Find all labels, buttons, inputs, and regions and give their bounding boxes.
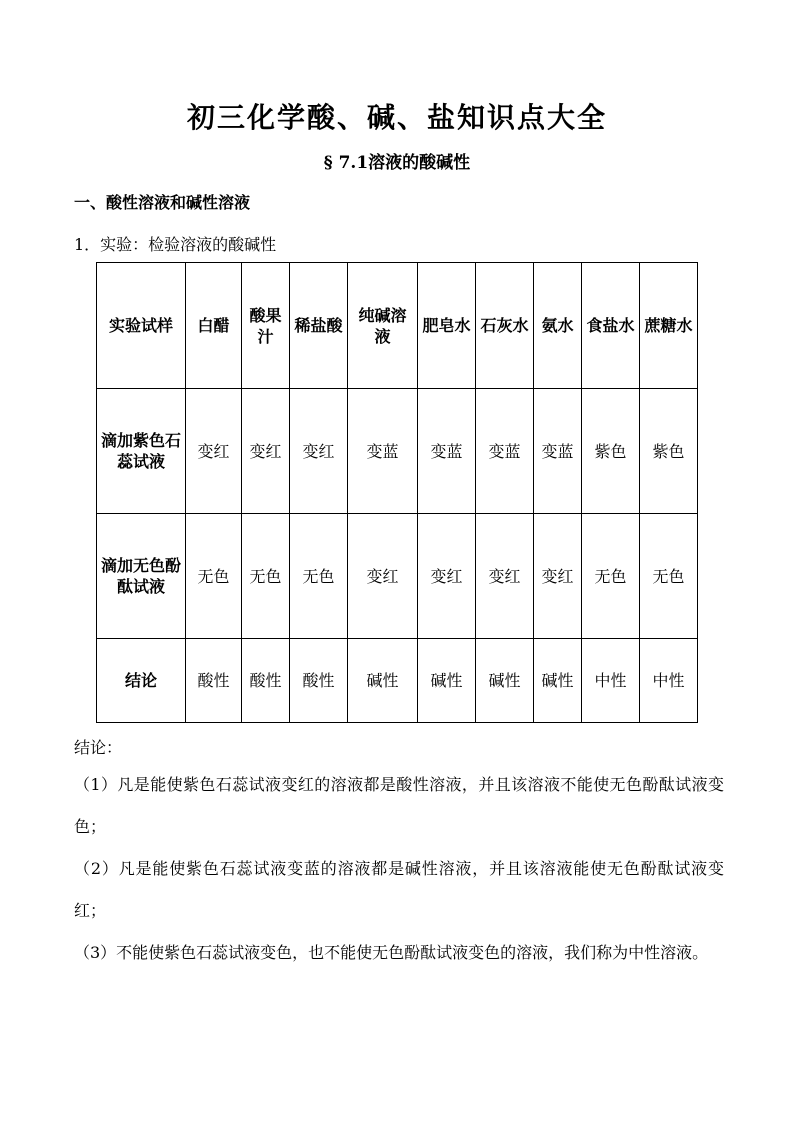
table-row [97,514,698,639]
experiment-table [96,262,698,723]
header-cell: 实验试样 [97,263,186,389]
conclusion-label: 结论： [74,738,123,757]
table-cell: 酸性 [186,639,242,723]
header-cell: 稀盐酸 [290,263,348,389]
table-cell: 无色 [290,514,348,639]
table-cell: 变红 [348,514,418,639]
table-cell: 无色 [582,514,640,639]
conclusion-item: （3）不能使紫色石蕊试液变色，也不能使无色酚酞试液变色的溶液，我们称为中性溶液。 [74,943,709,962]
table-cell: 变红 [290,389,348,514]
table-cell: 变蓝 [348,389,418,514]
row-label: 滴加紫色石蕊试液 [97,389,186,514]
header-cell: 肥皂水 [418,263,476,389]
table-cell: 碱性 [476,639,534,723]
table-cell: 变蓝 [534,389,582,514]
table-row [97,389,698,514]
table-cell: 变蓝 [476,389,534,514]
table-cell: 变红 [186,389,242,514]
table-cell: 碱性 [534,639,582,723]
row-label: 滴加无色酚酞试液 [97,514,186,639]
experiment-label: 1．实验：检验溶液的酸碱性 [74,235,277,254]
table-cell: 酸性 [290,639,348,723]
table-cell: 变红 [534,514,582,639]
header-cell: 氨水 [534,263,582,389]
table-row [97,639,698,723]
table-cell: 紫色 [582,389,640,514]
conclusion-item: （2）凡是能使紫色石蕊试液变蓝的溶液都是碱性溶液，并且该溶液能使无色酚酞试液变红； [74,859,724,920]
table-cell: 紫色 [640,389,698,514]
row-label: 结论 [97,639,186,723]
table-cell: 变蓝 [418,389,476,514]
table-cell: 变红 [242,389,290,514]
table-cell: 无色 [640,514,698,639]
table-cell: 碱性 [418,639,476,723]
table-cell: 中性 [640,639,698,723]
section-subtitle: § 7.1溶液的酸碱性 [323,153,471,173]
header-cell: 石灰水 [476,263,534,389]
header-cell: 酸果汁 [242,263,290,389]
table-cell: 无色 [242,514,290,639]
table-cell: 碱性 [348,639,418,723]
table-cell: 变红 [476,514,534,639]
header-cell: 食盐水 [582,263,640,389]
header-cell: 蔗糖水 [640,263,698,389]
header-cell: 白醋 [186,263,242,389]
table-cell: 变红 [418,514,476,639]
table-cell: 无色 [186,514,242,639]
table-cell: 中性 [582,639,640,723]
conclusion-item: （1）凡是能使紫色石蕊试液变红的溶液都是酸性溶液，并且该溶液不能使无色酚酞试液变色； [74,775,724,836]
header-cell: 纯碱溶液 [348,263,418,389]
table-cell: 酸性 [242,639,290,723]
section-heading: 一、酸性溶液和碱性溶液 [74,193,251,212]
document-title: 初三化学酸、碱、盐知识点大全 [186,101,607,134]
table-header-row [97,263,698,389]
